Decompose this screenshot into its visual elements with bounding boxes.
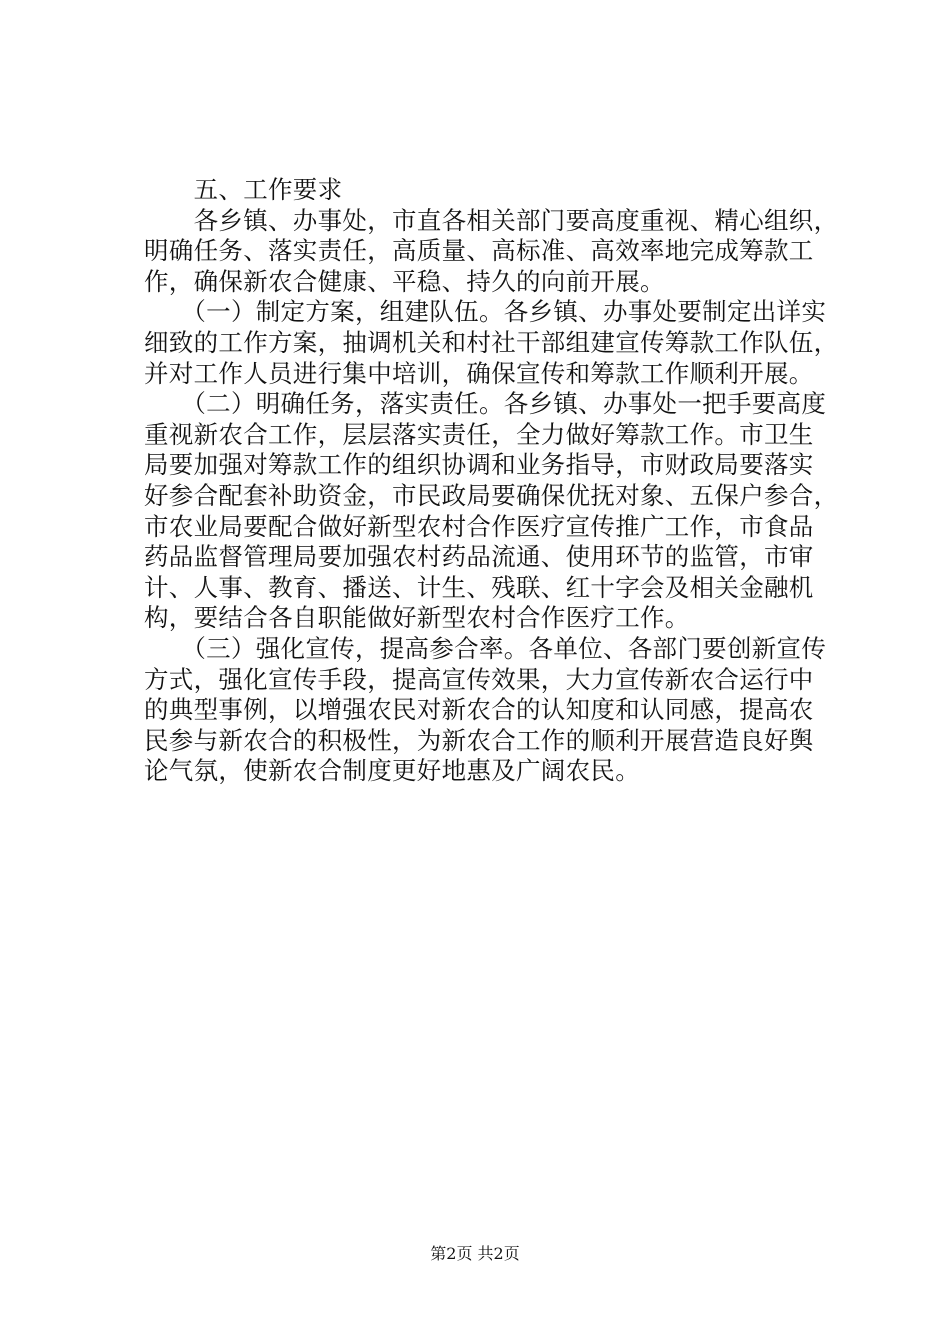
- text-line: 重视新农合工作，层层落实责任，全力做好筹款工作。市卫生: [144, 419, 814, 449]
- text-line: （三）强化宣传，提高参合率。各单位、各部门要创新宣传: [144, 633, 827, 663]
- text-line: 论气氛，使新农合制度更好地惠及广阔农民。: [144, 756, 640, 786]
- text-line: （二）明确任务，落实责任。各乡镇、办事处一把手要高度: [144, 389, 827, 419]
- document-body: [144, 175, 844, 787]
- text-line: 民参与新农合的积极性，为新农合工作的顺利开展营造良好舆: [144, 725, 814, 755]
- text-line: 好参合配套补助资金，市民政局要确保优抚对象、五保户参合，: [144, 480, 839, 510]
- text-line: 药品监督管理局要加强农村药品流通、使用环节的监管，市审: [144, 542, 814, 572]
- text-line: 细致的工作方案，抽调机关和村社干部组建宣传筹款工作队伍，: [144, 327, 839, 357]
- text-line: 的典型事例，以增强农民对新农合的认知度和认同感，提高农: [144, 695, 814, 725]
- text-line: 并对工作人员进行集中培训，确保宣传和筹款工作顺利开展。: [144, 358, 814, 388]
- text-line: 市农业局要配合做好新型农村合作医疗宣传推广工作，市食品: [144, 511, 814, 541]
- text-line: 明确任务、落实责任，高质量、高标准、高效率地完成筹款工: [144, 236, 814, 266]
- page-number: 第2页 共2页: [430, 1244, 520, 1263]
- page-footer: [0, 1244, 950, 1264]
- text-line: 五、工作要求: [144, 175, 343, 204]
- text-line: 作，确保新农合健康、平稳、持久的向前开展。: [144, 266, 665, 296]
- text-line: 构，要结合各自职能做好新型农村合作医疗工作。: [144, 603, 690, 633]
- text-line: 各乡镇、办事处，市直各相关部门要高度重视、精心组织，: [144, 205, 839, 235]
- text-line: 方式，强化宣传手段，提高宣传效果，大力宣传新农合运行中: [144, 664, 814, 694]
- text-line: 局要加强对筹款工作的组织协调和业务指导，市财政局要落实: [144, 450, 814, 480]
- text-line: 计、人事、教育、播送、计生、残联、红十字会及相关金融机: [144, 572, 814, 602]
- text-line: （一）制定方案，组建队伍。各乡镇、办事处要制定出详实: [144, 297, 827, 327]
